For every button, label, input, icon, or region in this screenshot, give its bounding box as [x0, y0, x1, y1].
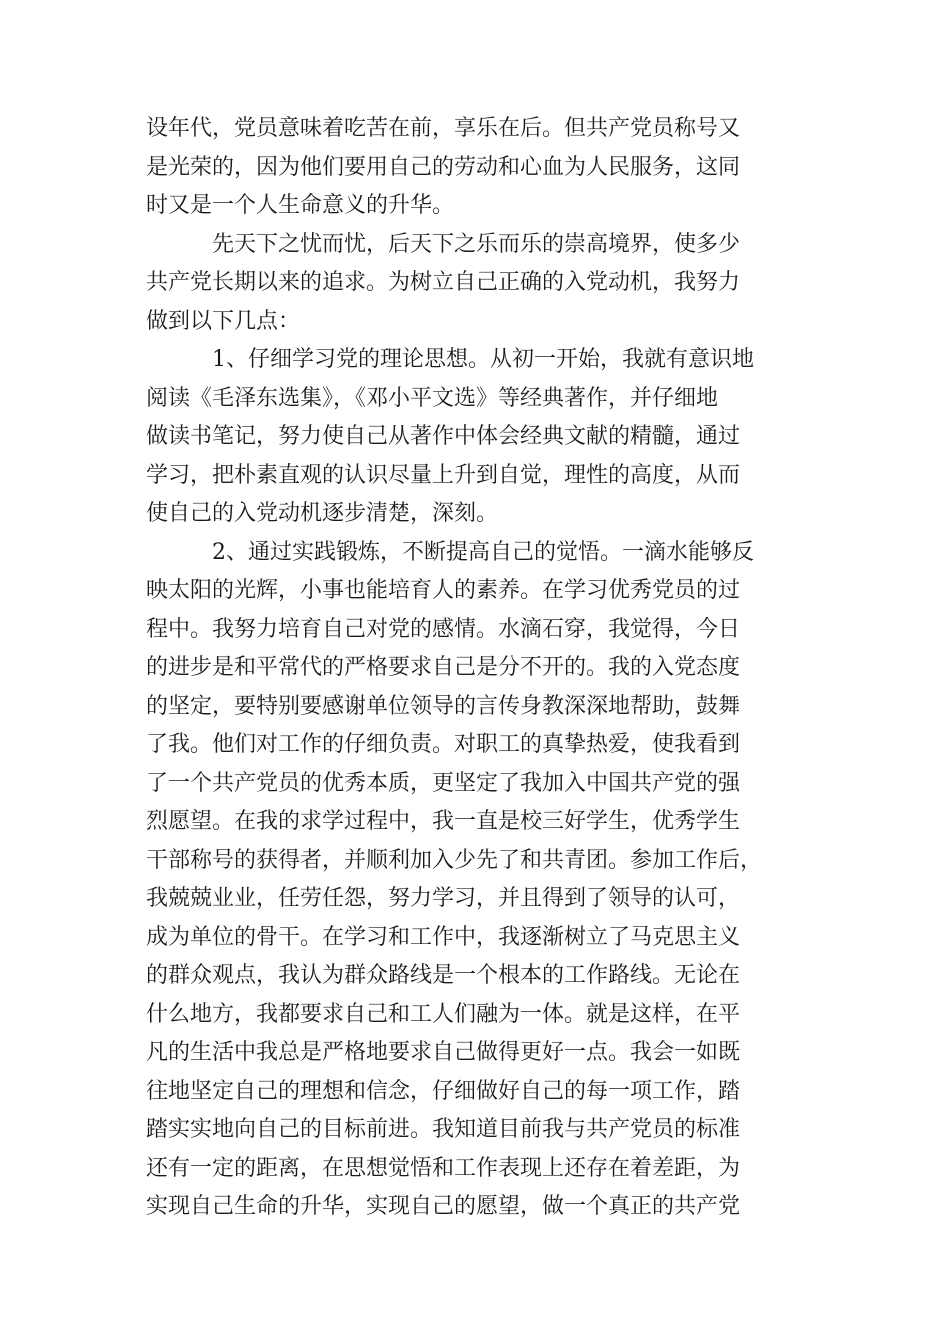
- text-line: 设年代，党员意味着吃苦在前，享乐在后。但共产党员称号又: [146, 116, 741, 141]
- text-line: 往地坚定自己的理想和信念，仔细做好自己的每一项工作，踏: [146, 1078, 741, 1104]
- text-line: 什么地方，我都要求自己和工人们融为一体。就是这样，在平: [146, 1001, 741, 1027]
- text-line: 共产党长期以来的追求。为树立自己正确的入党动机，我努力: [146, 270, 741, 295]
- paragraph-start-line: 先天下之忧而忧，后天下之乐而乐的崇高境界，使多少: [212, 231, 741, 257]
- text-line: 的群众观点，我认为群众路线是一个根本的工作路线。无论在: [146, 963, 741, 988]
- text-line: 程中。我努力培育自己对党的感情。水滴石穿，我觉得，今日: [146, 616, 741, 642]
- text-line: 干部称号的获得者，并顺利加入少先了和共青团。参加工作后，: [146, 847, 763, 873]
- list-item-2-start-line: 2、通过实践锻炼，不断提高自己的觉悟。一滴水能够反: [212, 539, 754, 565]
- text-line: 做到以下几点：: [146, 308, 301, 334]
- text-line: 了一个共产党员的优秀本质，更坚定了我加入中国共产党的强: [146, 770, 741, 796]
- text-line: 学习，把朴素直观的认识尽量上升到自觉，理性的高度，从而: [146, 462, 741, 488]
- text-line: 映太阳的光辉，小事也能培育人的素养。在学习优秀党员的过: [146, 578, 741, 603]
- text-line: 凡的生活中我总是严格地要求自己做得更好一点。我会一如既: [146, 1040, 741, 1065]
- text-line: 阅读《毛泽东选集》，《邓小平文选》等经典著作，并仔细地: [146, 385, 719, 411]
- text-line: 时又是一个人生命意义的升华。: [146, 193, 455, 218]
- text-line: 成为单位的骨干。在学习和工作中，我逐渐树立了马克思主义: [146, 924, 741, 950]
- text-line: 做读书笔记，努力使自己从著作中体会经典文献的精髓，通过: [146, 424, 741, 449]
- text-line: 了我。他们对工作的仔细负责。对职工的真挚热爱，使我看到: [146, 732, 741, 757]
- text-line: 使自己的入党动机逐步清楚，深刻。: [146, 501, 499, 526]
- text-line: 踏实实地向自己的目标前进。我知道目前我与共产党员的标准: [146, 1117, 741, 1142]
- list-item-1-start-line: 1、仔细学习党的理论思想。从初一开始，我就有意识地: [212, 347, 754, 372]
- document-page: [146, 110, 806, 1227]
- text-line: 烈愿望。在我的求学过程中，我一直是校三好学生，优秀学生: [146, 809, 741, 834]
- text-line: 还有一定的距离，在思想觉悟和工作表现上还存在着差距，为: [146, 1155, 741, 1181]
- text-line: 实现自己生命的升华，实现自己的愿望，做一个真正的共产党: [146, 1194, 741, 1219]
- text-line: 的进步是和平常代的严格要求自己是分不开的。我的入党态度: [146, 655, 741, 680]
- text-line: 我兢兢业业，任劳任怨，努力学习，并且得到了领导的认可，: [146, 886, 741, 911]
- text-line: 的坚定，要特别要感谢单位领导的言传身教深深地帮助，鼓舞: [146, 693, 741, 719]
- text-line: 是光荣的，因为他们要用自己的劳动和心血为人民服务，这同: [146, 154, 741, 180]
